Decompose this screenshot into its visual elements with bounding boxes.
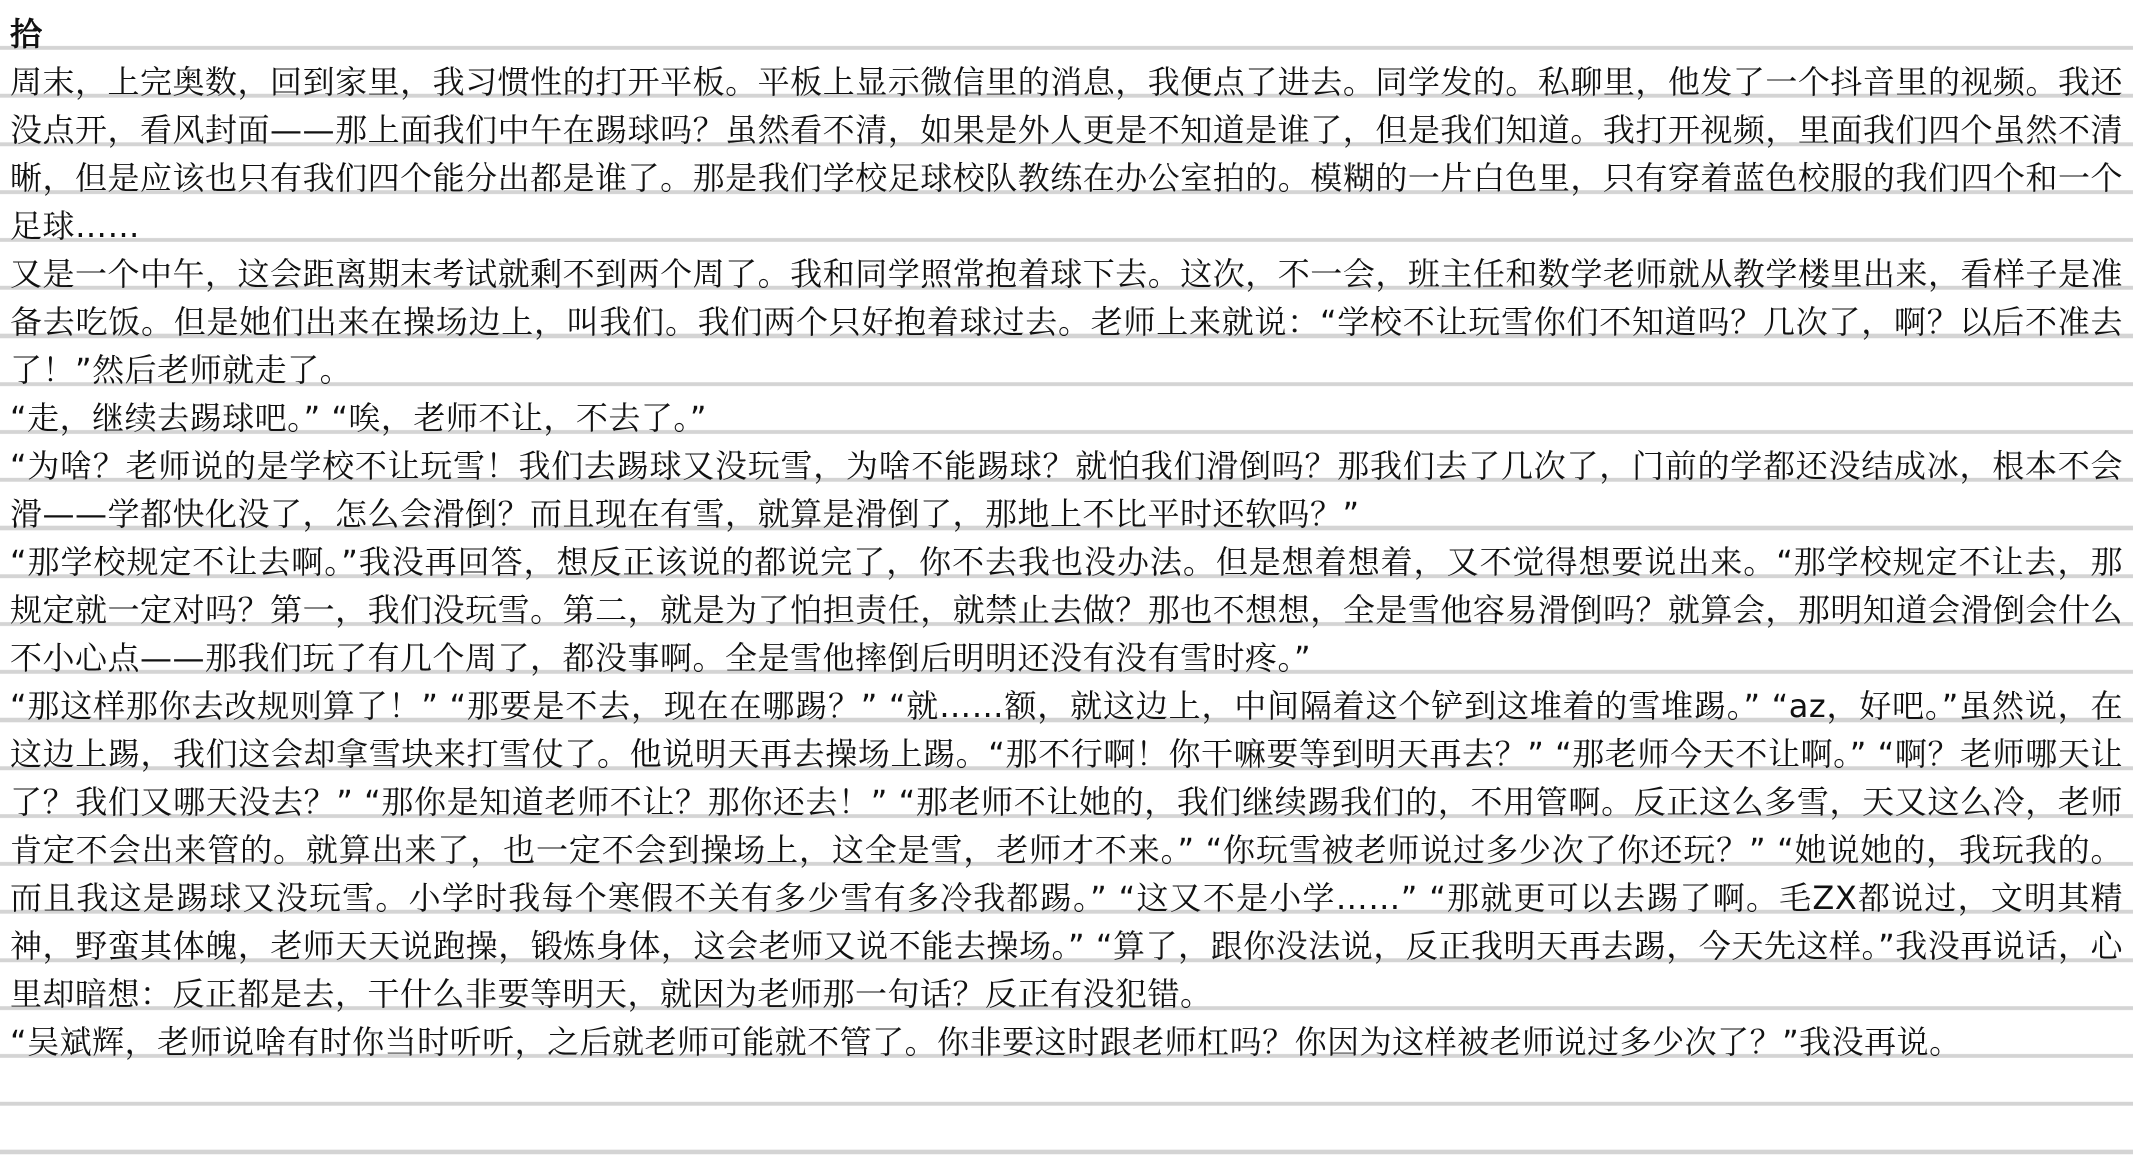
paragraph-7: “吴斌辉，老师说啥有时你当时听听，之后就老师可能就不管了。你非要这时跟老师杠吗？你因为这样被老师说过多少次了？”我没再说。 (10, 1023, 1962, 1061)
paragraph-5: “那学校规定不让去啊。”我没再回答，想反正该说的都说完了，你不去我也没办法。但是想着想着，又不觉得想要说出来。“那学校规定不让去，那规定就一定对吗？第一，我们没玩雪。第二，就是为了怕担责任，就禁止去做？那也不想想，全是雪他容易滑倒吗？就算会，那明知道会滑倒会什么不小心点——那我们玩了有几个周了，都没事啊。全是雪他摔倒后明明还没有没有雪时疼。” (10, 543, 2123, 677)
paragraph-1: 周末，上完奥数，回到家里，我习惯性的打开平板。平板上显示微信里的消息，我便点了进去。同学发的。私聊里，他发了一个抖音里的视频。我还没点开，看风封面——那上面我们中午在踢球吗？虽然看不清，如果是外人更是不知道是谁了，但是我们知道。我打开视频，里面我们四个虽然不清晰，但是应该也只有我们四个能分出都是谁了。那是我们学校足球校队教练在办公室拍的。模糊的一片白色里，只有穿着蓝色校服的我们四个和一个足球…… (10, 63, 2123, 245)
paragraph-3: “走，继续去踢球吧。” “唉，老师不让，不去了。” (10, 399, 707, 437)
paragraph-2: 又是一个中午，这会距离期末考试就剩不到两个周了。我和同学照常抱着球下去。这次，不一会，班主任和数学老师就从教学楼里出来，看样子是准备去吃饭。但是她们出来在操场边上，叫我们。我们两个只好抱着球过去。老师上来就说：“学校不让玩雪你们不知道吗？几次了，啊？以后不准去了！”然后老师就走了。 (10, 255, 2123, 389)
document-heading: 拾 (10, 15, 43, 53)
paragraph-6: “那这样那你去改规则算了！” “那要是不去，现在在哪踢？” “就……额，就这边上，中间隔着这个铲到这堆着的雪堆踢。” “az，好吧。”虽然说，在这边上踢，我们这会却拿雪块来打雪仗了。他说明天再去操场上踢。“那不行啊！你干嘛要等到明天再去？” “那老师今天不让啊。” “啊？老师哪天让了？我们又哪天没去？” “那你是知道老师不让？那你还去！” “那老师不让她的，我们继续踢我们的，不用管啊。反正这么多雪，天又这么冷，老师肯定不会出来管的。就算出来了，也一定不会到操场上，这全是雪，老师才不来。” “你玩雪被老师说过多少次了你还玩？” “她说她的，我玩我的。而且我这是踢球又没玩雪。小学时我每个寒假不关有多少雪有多冷我都踢。” “这又不是小学……” “那就更可以去踢了啊。毛ZX都说过，文明其精神，野蛮其体魄，老师天天说跑操，锻炼身体，这会老师又说不能去操场。” “算了，跟你没法说，反正我明天再去踢，今天先这样。”我没再说话，心里却暗想：反正都是去，干什么非要等明天，就因为老师那一句话？反正有没犯错。 (10, 687, 2123, 1013)
paragraph-4: “为啥？老师说的是学校不让玩雪！我们去踢球又没玩雪，为啥不能踢球？就怕我们滑倒吗？那我们去了几次了，门前的学都还没结成冰，根本不会滑——学都快化没了，怎么会滑倒？而且现在有雪，就算是滑倒了，那地上不比平时还软吗？” (10, 447, 2123, 533)
